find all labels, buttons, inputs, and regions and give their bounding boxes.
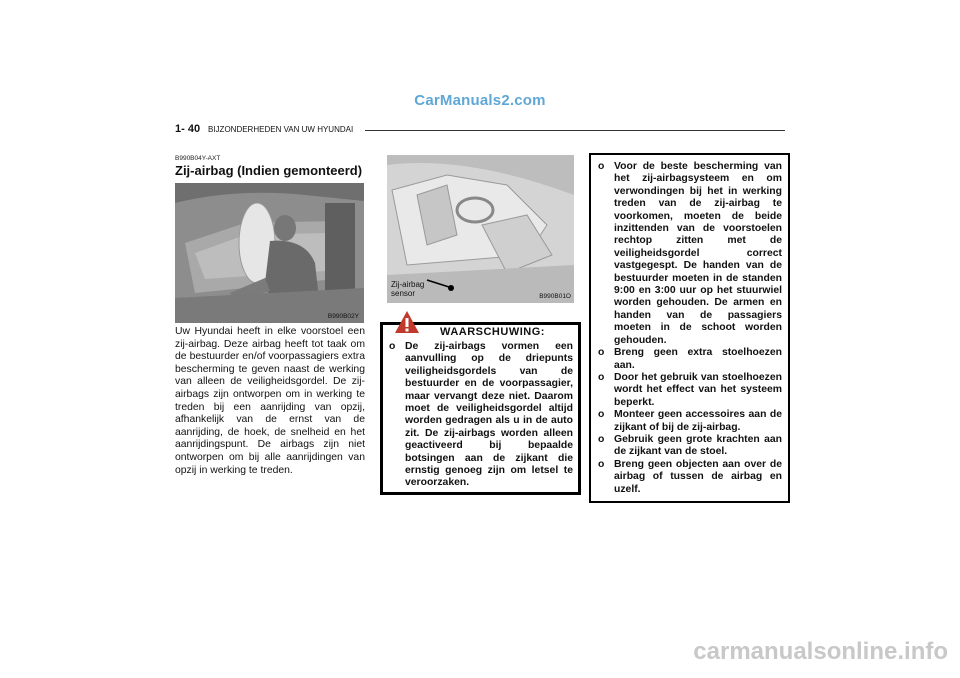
precautions-box: [589, 153, 790, 503]
bullet-marker: o: [598, 409, 605, 421]
sensor-illustration: [387, 155, 574, 303]
list-item-text: Breng geen extra stoelhoezen aan.: [614, 347, 782, 371]
list-item-text: De zij-airbags vormen een aanvulling op de driepunts veiligheidsgordels van de bestuurder en de voorpassagier, maar vervangt deze niet. Daarom moet de veiligheidsgordel altijd worden gedragen als u in de auto zit. De zij-airbags worden alleen geactiveerd bij bepaalde botsingen aan de zijkant die ernstig genoeg zijn om letsel te veroorzaken.: [405, 341, 573, 489]
section-title: BIJZONDERHEDEN VAN UW HYUNDAI: [208, 125, 354, 134]
sensor-label: [391, 280, 424, 298]
bullet-marker: o: [389, 341, 396, 352]
list-item: [596, 372, 782, 409]
body-paragraph: Uw Hyundai heeft in elke voorstoel een zij-airbag. Deze airbag heeft tot taak om de bestuurder en/of voorpassagiers extra bescherming te geven naast de werking van alleen de veiligheidsgordel. De zij-airbags zijn ontworpen om in werking te treden bij een aanrijding van opzij, afhankelijk van de ernst van de aanrijding, de hoek, de snelheid en het aanrijdingspunt. De airbags zijn niet ontworpen om bij alle aanrijdingen van opzij in werking te treden.: [175, 326, 365, 476]
warning-title: WAARSCHUWING:: [440, 326, 545, 338]
sensor-label-line1: Zij-airbag: [391, 280, 425, 289]
section-heading: Zij-airbag (Indien gemonteerd): [175, 163, 363, 178]
list-item-text: Voor de beste bescherming van het zij-airbagsysteem en om verwondingen bij het in werking treden van de zij-airbag te voorkomen, moeten de beide inzittenden van de voorstoelen rechtop zitten met de veiligheidsgordel correct vastgegespt. De handen van de bestuurder moeten in de standen 9:00 en 3:00 uur op het stuurwiel worden gehouden. De armen en handen van de passagiers moeten in de schoot worden gehouden.: [614, 161, 782, 346]
section-code: B990B04Y-AXT: [175, 155, 221, 162]
bullet-marker: o: [598, 433, 605, 445]
list-item-text: Breng geen objecten aan over de airbag of tussen de airbag en uzelf.: [614, 458, 782, 495]
list-item: [596, 434, 782, 459]
list-item: [596, 161, 782, 347]
image-code-left: B990B02Y: [327, 313, 359, 320]
image-code-right: B990B01O: [539, 293, 571, 300]
header-rule: [365, 130, 785, 131]
list-item-text: Gebruik geen grote krachten aan de zijkant van de stoel.: [614, 433, 782, 458]
bullet-marker: o: [598, 371, 605, 383]
sensor-label-line2: sensor: [391, 289, 416, 298]
bullet-marker: o: [598, 161, 605, 172]
page-header: [175, 123, 785, 137]
list-item: [596, 459, 782, 496]
bullet-marker: o: [598, 347, 605, 359]
list-item-text: Monteer geen accessoires aan de zijkant of bij de zij-airbag.: [614, 409, 782, 433]
list-item-text: Door het gebruik van stoelhoezen wordt het effect van het systeem beperkt.: [614, 371, 782, 408]
list-item: [387, 341, 573, 490]
watermark-top: CarManuals2.com: [414, 92, 546, 109]
side-airbag-illustration: [175, 183, 364, 323]
warning-list: [387, 341, 573, 490]
list-item: [596, 409, 782, 434]
side-airbag-drawing: [175, 183, 364, 323]
precautions-list: [596, 161, 782, 496]
page-number: 1- 40: [175, 123, 201, 135]
watermark-bottom: carmanualsonline.info: [693, 638, 948, 665]
bullet-marker: o: [598, 458, 605, 470]
warning-box: [380, 324, 581, 495]
list-item: [596, 347, 782, 372]
